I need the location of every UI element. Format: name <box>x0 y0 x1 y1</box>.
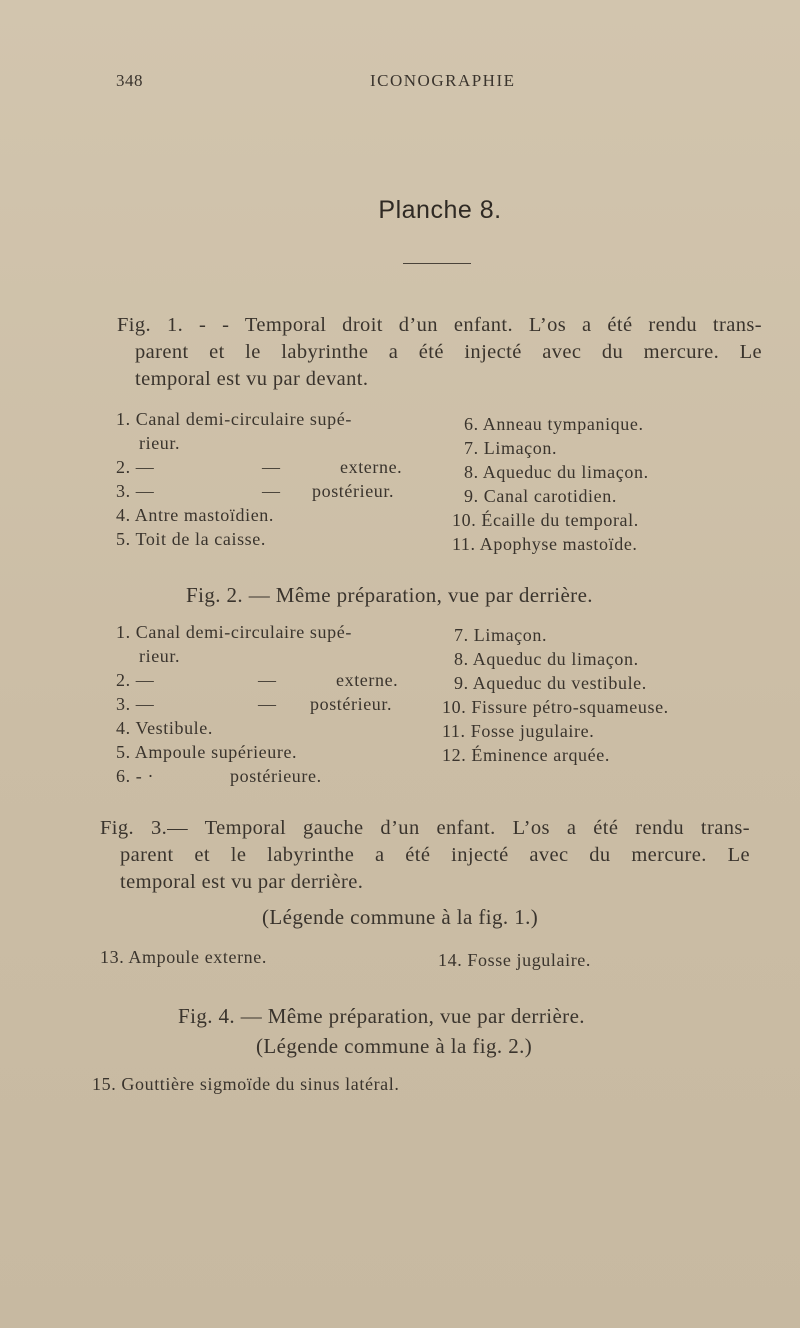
fig1-item: 7. Limaçon. <box>464 438 558 458</box>
page-number: 348 <box>116 71 143 90</box>
fig1-item: — <box>262 457 281 477</box>
fig2-caption: Fig. 2. — Même préparation, vue par derrière. <box>186 583 593 607</box>
fig1-caption-line: Fig. 1. - - Temporal droit d’un enfant. L’os a été rendu trans- <box>117 314 762 336</box>
plate-title: Planche 8. <box>378 196 502 224</box>
fig2-item: 11. Fosse jugulaire. <box>442 721 595 741</box>
fig1-item: 9. Canal carotidien. <box>464 486 617 506</box>
fig1-item: externe. <box>340 457 403 477</box>
fig2-item: 4. Vestibule. <box>116 718 213 738</box>
fig2-item: 1. Canal demi-circulaire supé- <box>116 622 352 642</box>
fig2-item: 3. — <box>116 694 155 714</box>
fig2-item: externe. <box>336 670 399 690</box>
fig2-item: 12. Éminence arquée. <box>442 745 610 765</box>
fig2-item: — <box>258 670 277 690</box>
fig2-item: 8. Aqueduc du limaçon. <box>454 649 639 669</box>
fig1-item: 6. Anneau tympanique. <box>464 414 644 434</box>
fig1-item: — <box>262 481 281 501</box>
fig2-item: — <box>258 694 277 714</box>
fig3-caption-line: Fig. 3.— Temporal gauche d’un enfant. L’os a été rendu trans- <box>100 817 750 839</box>
fig1-item: rieur. <box>139 433 181 453</box>
fig3-legend-note: (Légende commune à la fig. 1.) <box>262 905 539 929</box>
fig2-item: postérieur. <box>310 694 393 714</box>
fig2-item: 5. Ampoule supérieure. <box>116 742 298 762</box>
fig2-item: 10. Fissure pétro-squameuse. <box>442 697 669 717</box>
fig2-item: postérieure. <box>230 766 322 786</box>
fig1-item: 5. Toit de la caisse. <box>116 529 266 549</box>
fig3-caption-line: temporal est vu par derrière. <box>120 871 364 893</box>
fig3-caption <box>100 815 750 896</box>
running-title: ICONOGRAPHIE <box>370 71 516 90</box>
fig3-item: 13. Ampoule externe. <box>100 947 267 967</box>
fig3-caption-line: parent et le labyrinthe a été injecté avec du mercure. Le <box>120 844 750 866</box>
fig1-item: 10. Écaille du temporal. <box>452 510 639 530</box>
fig1-caption <box>117 312 762 393</box>
fig2-item: 9. Aqueduc du vestibule. <box>454 673 647 693</box>
fig4-item: 15. Gouttière sigmoïde du sinus latéral. <box>92 1074 400 1094</box>
fig4-legend-note: (Légende commune à la fig. 2.) <box>256 1034 533 1058</box>
fig1-caption-line: parent et le labyrinthe a été injecté avec du mercure. Le <box>135 341 762 363</box>
fig1-item: 8. Aqueduc du limaçon. <box>464 462 649 482</box>
fig3-item: 14. Fosse jugulaire. <box>438 950 591 970</box>
fig1-item: 11. Apophyse mastoïde. <box>452 534 638 554</box>
fig1-item: postérieur. <box>312 481 395 501</box>
fig1-item: 1. Canal demi-circulaire supé- <box>116 409 352 429</box>
fig1-item: 4. Antre mastoïdien. <box>116 505 274 525</box>
fig2-item: 2. — <box>116 670 155 690</box>
fig1-caption-line: temporal est vu par devant. <box>135 368 369 390</box>
fig2-item: rieur. <box>139 646 181 666</box>
fig2-item: 6. - · <box>116 766 155 786</box>
fig1-item: 3. — <box>116 481 155 501</box>
fig2-item: 7. Limaçon. <box>454 625 548 645</box>
title-rule <box>403 263 471 264</box>
fig1-item: 2. — <box>116 457 155 477</box>
fig4-caption: Fig. 4. — Même préparation, vue par derrière. <box>178 1004 585 1028</box>
